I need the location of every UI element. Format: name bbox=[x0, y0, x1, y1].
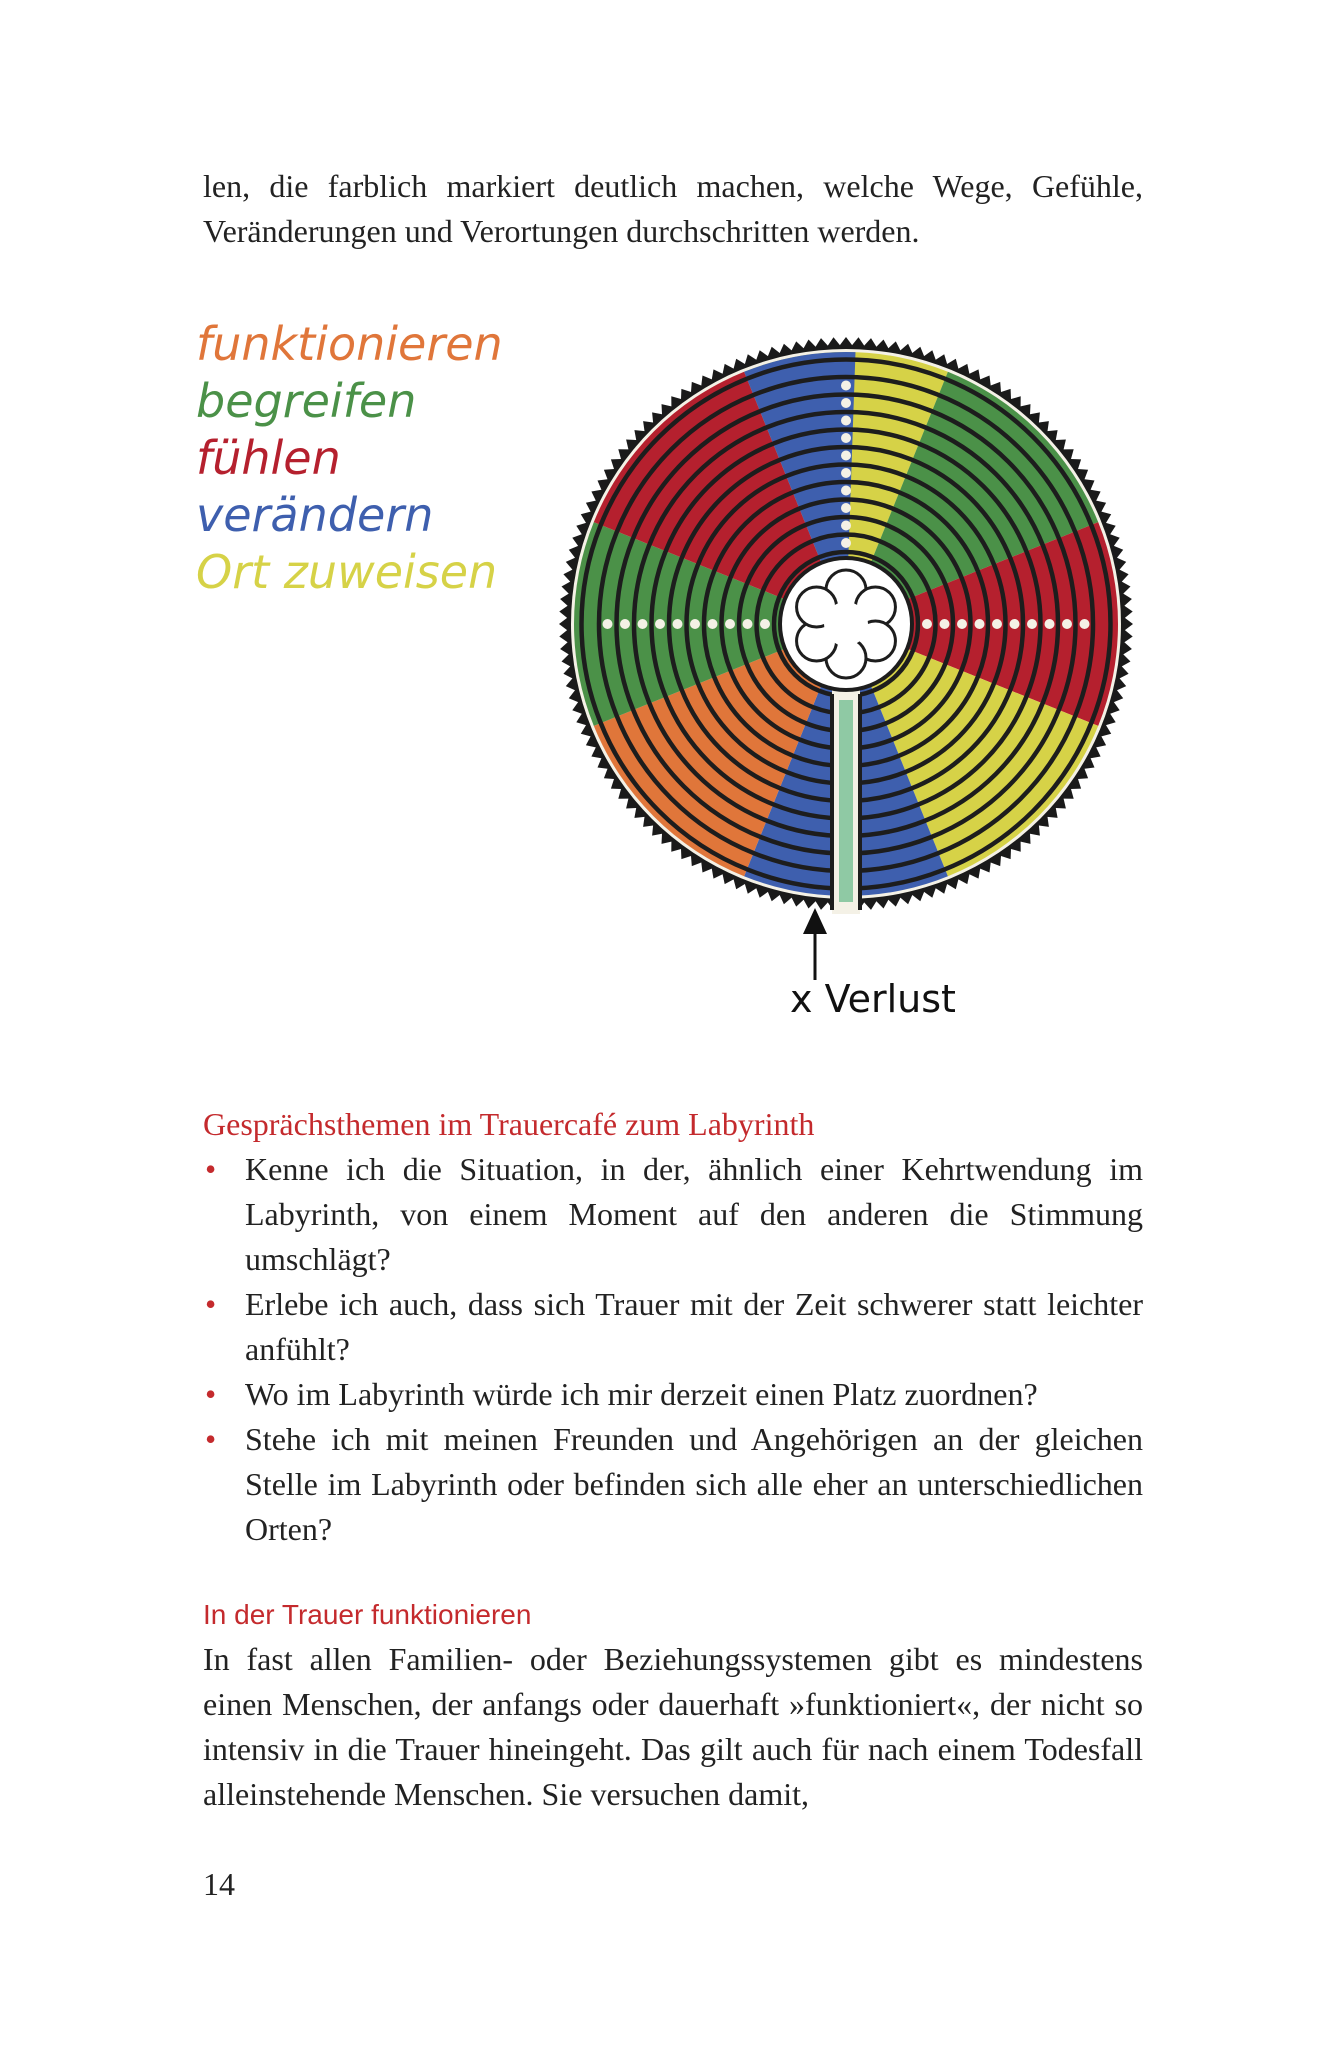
list-item-text: Wo im Labyrinth würde ich mir derzeit einen Platz zuordnen? bbox=[245, 1376, 1038, 1412]
turn-marker bbox=[841, 381, 851, 391]
turn-marker bbox=[1027, 619, 1037, 629]
section-funktionieren bbox=[203, 1592, 1143, 1817]
bullet-icon: • bbox=[205, 1376, 217, 1412]
list-item-text: Kenne ich die Situation, in der, ähnlich einer Kehrtwendung im Labyrinth, von einem Moment auf den anderen die Stimmung umschlägt? bbox=[245, 1151, 1143, 1277]
turn-marker bbox=[1010, 619, 1020, 629]
entry-label: x Verlust bbox=[790, 977, 956, 1021]
entry-arrow-icon bbox=[803, 908, 827, 934]
legend-label: Ort zuweisen bbox=[196, 545, 498, 599]
turn-marker bbox=[1080, 619, 1090, 629]
turn-marker bbox=[620, 619, 630, 629]
turn-marker bbox=[638, 619, 648, 629]
turn-marker bbox=[690, 619, 700, 629]
turn-marker bbox=[841, 433, 851, 443]
topics-list bbox=[203, 1147, 1143, 1552]
intro-text: len, die farblich markiert deutlich machen, welche Wege, Gefühle, Veränderungen und Verortungen durchschritten werden. bbox=[203, 168, 1143, 249]
turn-marker bbox=[841, 398, 851, 408]
entry-channel bbox=[839, 700, 853, 902]
rosette-core bbox=[824, 602, 868, 646]
turn-marker bbox=[708, 619, 718, 629]
legend-label: fühlen bbox=[196, 431, 341, 485]
legend-label: funktionieren bbox=[196, 317, 503, 371]
section-text: In fast allen Familien- oder Beziehungssystemen gibt es mindestens einen Menschen, der anfangs oder dauerhaft »funktioniert«, der nicht so intensiv in die Trauer hineingeht. Das gilt auch für nach einem Todesfall alleinstehende Menschen. Sie versuchen damit, bbox=[203, 1641, 1143, 1812]
bullet-icon: • bbox=[205, 1286, 217, 1322]
turn-marker bbox=[760, 619, 770, 629]
turn-marker bbox=[940, 619, 950, 629]
turn-marker bbox=[992, 619, 1002, 629]
turn-marker bbox=[841, 538, 851, 548]
turn-marker bbox=[1062, 619, 1072, 629]
list-item bbox=[203, 1372, 1143, 1417]
turn-marker bbox=[603, 619, 613, 629]
list-item bbox=[203, 1282, 1143, 1372]
bullet-icon: • bbox=[205, 1151, 217, 1187]
turn-marker bbox=[841, 416, 851, 426]
turn-marker bbox=[975, 619, 985, 629]
list-item-text: Stehe ich mit meinen Freunden und Angehörigen an der gleichen Stelle im Labyrinth oder befinden sich alle eher an unterschiedlichen Orten? bbox=[245, 1421, 1143, 1547]
list-item bbox=[203, 1147, 1143, 1282]
turn-marker bbox=[922, 619, 932, 629]
topics-section bbox=[203, 1102, 1143, 1552]
legend-label: verändern bbox=[196, 488, 434, 542]
turn-marker bbox=[1045, 619, 1055, 629]
turn-marker bbox=[673, 619, 683, 629]
turn-marker bbox=[743, 619, 753, 629]
bullet-icon: • bbox=[205, 1421, 217, 1457]
legend-label: begreifen bbox=[196, 374, 417, 428]
legend bbox=[196, 317, 503, 599]
list-item-text: Erlebe ich auch, dass sich Trauer mit der Zeit schwerer statt leichter anfühlt? bbox=[245, 1286, 1143, 1367]
intro-paragraph bbox=[203, 164, 1143, 254]
turn-marker bbox=[841, 451, 851, 461]
topics-heading: Gesprächsthemen im Trauercafé zum Labyrinth bbox=[203, 1106, 815, 1142]
entry-marker bbox=[790, 908, 956, 1021]
turn-marker bbox=[655, 619, 665, 629]
labyrinth bbox=[559, 337, 1133, 914]
turn-marker bbox=[957, 619, 967, 629]
turn-marker bbox=[725, 619, 735, 629]
turn-marker bbox=[841, 468, 851, 478]
labyrinth-illustration bbox=[192, 312, 1152, 1032]
section-heading: In der Trauer funktionieren bbox=[203, 1599, 532, 1630]
turn-marker bbox=[841, 486, 851, 496]
turn-marker bbox=[841, 503, 851, 513]
turn-marker bbox=[841, 521, 851, 531]
page-number: 14 bbox=[203, 1866, 235, 1902]
labyrinth-figure bbox=[192, 312, 1152, 1032]
list-item bbox=[203, 1417, 1143, 1552]
